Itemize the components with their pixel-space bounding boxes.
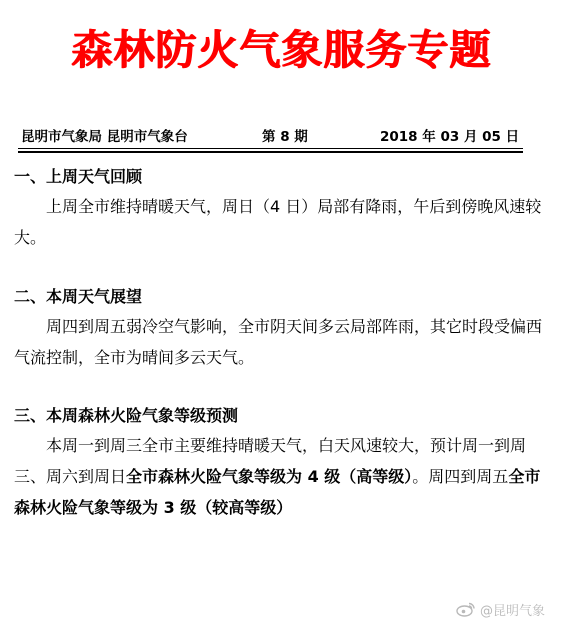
issue-date: 2018 年 03 月 05 日 <box>380 129 520 145</box>
section-paragraph: 上周全市维持晴暖天气，周日（4 日）局部有降雨，午后到傍晚风速较大。 <box>14 197 542 247</box>
paragraph-text: 。周四到周五 <box>412 467 509 486</box>
section-this-week-outlook <box>14 285 550 373</box>
header-rule-thin <box>18 148 523 149</box>
section-last-week-review <box>14 165 550 253</box>
header-rule-thick <box>18 151 523 153</box>
issue-number: 第 8 期 <box>262 129 308 145</box>
section-paragraph <box>14 430 542 523</box>
paragraph-text: 本周一到周三全市主要维持晴暖天气，白天风速较大，预计周一到周三、周六到周日 <box>14 436 527 486</box>
issuing-organization: 昆明市气象局 昆明市气象台 <box>21 129 188 145</box>
section-paragraph: 周四到周五弱冷空气影响，全市阴天间多云局部阵雨，其它时段受偏西气流控制，全市为晴间多云天气。 <box>14 317 543 367</box>
section-heading: 一、上周天气回顾 <box>14 167 143 186</box>
section-heading: 三、本周森林火险气象等级预测 <box>14 406 239 425</box>
page-title: 森林防火气象服务专题 <box>71 26 492 74</box>
watermark-text: @昆明气象 <box>479 603 545 619</box>
watermark <box>456 598 545 620</box>
section-fire-risk-forecast <box>14 404 550 523</box>
fire-risk-level-weekend: 全市森林火险气象等级为 4 级（高等级） <box>126 467 413 486</box>
fire-risk-level-thu-fri: 全市森林火险气象等级为 3 级（较高等级） <box>14 467 541 517</box>
issue-header <box>18 127 518 147</box>
weibo-icon <box>456 601 476 617</box>
section-heading: 二、本周天气展望 <box>14 287 143 306</box>
